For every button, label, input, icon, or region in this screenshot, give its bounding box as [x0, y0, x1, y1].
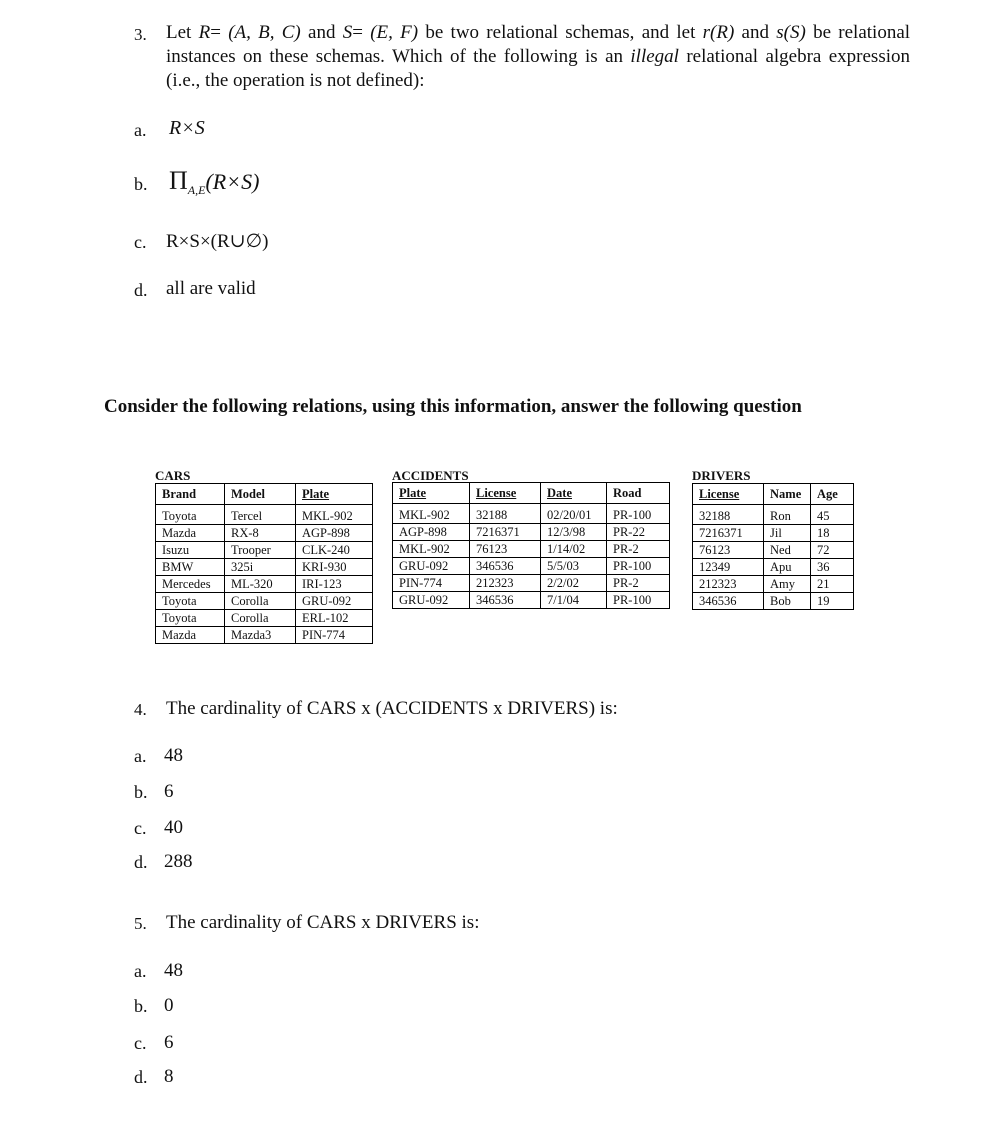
table-row	[693, 559, 854, 576]
q5-option-d-text: 8	[164, 1066, 174, 1087]
drivers-header-name: Name	[764, 484, 811, 505]
cell: Bob	[764, 593, 811, 610]
accidents-header-row	[393, 483, 670, 504]
cell: 346536	[470, 558, 541, 575]
accidents-header-license: License	[470, 483, 541, 504]
table-row	[156, 505, 373, 525]
table-row	[393, 524, 670, 541]
accidents-title: ACCIDENTS	[392, 468, 469, 483]
cell: ERL-102	[296, 610, 373, 627]
accidents-header-date: Date	[541, 483, 607, 504]
q4-option-d-letter: d.	[134, 852, 148, 872]
cell: 18	[811, 525, 854, 542]
cell: 212323	[693, 576, 764, 593]
cell: PR-100	[607, 504, 670, 524]
cell: Isuzu	[156, 542, 225, 559]
table-row	[693, 525, 854, 542]
cell: 72	[811, 542, 854, 559]
q5-option-a-letter: a.	[134, 961, 147, 981]
table-row	[693, 593, 854, 610]
cell: 76123	[693, 542, 764, 559]
accidents-table	[392, 482, 670, 609]
q3-number: 3.	[134, 25, 147, 44]
cell: CLK-240	[296, 542, 373, 559]
consider-heading: Consider the following relations, using this information, answer the following question	[104, 396, 802, 417]
cell: Ned	[764, 542, 811, 559]
accidents-header-road: Road	[607, 483, 670, 504]
cell: Trooper	[225, 542, 296, 559]
cell: Mazda3	[225, 627, 296, 644]
q4-option-c-text: 40	[164, 817, 183, 838]
q3-option-b-expr	[169, 166, 259, 196]
q5-text: The cardinality of CARS x DRIVERS is:	[166, 912, 480, 933]
cell: 32188	[470, 504, 541, 524]
cell: 1/14/02	[541, 541, 607, 558]
cell: 7/1/04	[541, 592, 607, 609]
cell: ML-320	[225, 576, 296, 593]
cell: PR-2	[607, 541, 670, 558]
q4-number: 4.	[134, 700, 147, 719]
drivers-title: DRIVERS	[692, 468, 751, 483]
cell: AGP-898	[393, 524, 470, 541]
projection-subscript: A,E	[187, 183, 206, 197]
cell: Tercel	[225, 505, 296, 525]
table-row	[693, 576, 854, 593]
q4-option-b-text: 6	[164, 781, 174, 802]
accidents-header-plate: Plate	[393, 483, 470, 504]
cars-header-row	[156, 484, 373, 505]
cell: Apu	[764, 559, 811, 576]
drivers-header-row	[693, 484, 854, 505]
q4-option-d-text: 288	[164, 851, 193, 872]
cars-title: CARS	[155, 468, 191, 483]
cell: PIN-774	[296, 627, 373, 644]
drivers-header-license: License	[693, 484, 764, 505]
drivers-table	[692, 483, 854, 610]
table-row	[393, 575, 670, 592]
cell: BMW	[156, 559, 225, 576]
q4-option-c-letter: c.	[134, 818, 147, 838]
q3-option-a-text: R×S	[169, 117, 205, 139]
cell: GRU-092	[393, 558, 470, 575]
cell: Ron	[764, 505, 811, 525]
cell: 12/3/98	[541, 524, 607, 541]
projection-symbol: Π	[169, 166, 188, 195]
q3-option-c-letter: c.	[134, 232, 147, 252]
table-row	[156, 525, 373, 542]
cell: 02/20/01	[541, 504, 607, 524]
cell: MKL-902	[393, 504, 470, 524]
cars-header-model: Model	[225, 484, 296, 505]
cell: 346536	[470, 592, 541, 609]
cell: Toyota	[156, 593, 225, 610]
q3-text: Let R= (A, B, C) and S= (E, F) be two relational schemas, and let r(R) and s(S) be relational instances on these schemas. Which of the following is an illegal relational algebra expression (i.e., the operation is not defined):	[166, 22, 911, 91]
q5-option-b-letter: b.	[134, 996, 148, 1016]
q4-text: The cardinality of CARS x (ACCIDENTS x DRIVERS) is:	[166, 698, 618, 719]
table-row	[156, 542, 373, 559]
cell: 19	[811, 593, 854, 610]
cell: Corolla	[225, 610, 296, 627]
q4-option-b-letter: b.	[134, 782, 148, 802]
cell: Corolla	[225, 593, 296, 610]
q5-number: 5.	[134, 914, 147, 933]
table-row	[393, 558, 670, 575]
cell: 21	[811, 576, 854, 593]
table-row	[693, 505, 854, 525]
table-row	[393, 592, 670, 609]
q4-option-a-text: 48	[164, 745, 183, 766]
cell: GRU-092	[296, 593, 373, 610]
table-row	[156, 559, 373, 576]
table-row	[156, 610, 373, 627]
cell: 2/2/02	[541, 575, 607, 592]
cars-header-plate: Plate	[296, 484, 373, 505]
cell: 7216371	[470, 524, 541, 541]
q5-option-c-text: 6	[164, 1032, 174, 1053]
cell: Mazda	[156, 525, 225, 542]
cell: PIN-774	[393, 575, 470, 592]
cell: PR-22	[607, 524, 670, 541]
cell: PR-2	[607, 575, 670, 592]
q5-option-b-text: 0	[164, 995, 174, 1016]
cell: KRI-930	[296, 559, 373, 576]
q3-option-b-letter: b.	[134, 174, 148, 194]
table-row	[693, 542, 854, 559]
cell: MKL-902	[393, 541, 470, 558]
q4-option-a-letter: a.	[134, 746, 147, 766]
q3-option-d-text: all are valid	[166, 278, 256, 299]
q3-option-c-text: R×S×(R∪∅)	[166, 231, 269, 252]
cell: Jil	[764, 525, 811, 542]
cell: 346536	[693, 593, 764, 610]
cell: IRI-123	[296, 576, 373, 593]
cell: 325i	[225, 559, 296, 576]
cell: Mercedes	[156, 576, 225, 593]
cell: Amy	[764, 576, 811, 593]
q3-option-b-text: (R×S)	[205, 169, 260, 194]
q5-option-a-text: 48	[164, 960, 183, 981]
cars-table	[155, 483, 373, 644]
cell: 12349	[693, 559, 764, 576]
cell: MKL-902	[296, 505, 373, 525]
cell: Mazda	[156, 627, 225, 644]
cell: AGP-898	[296, 525, 373, 542]
q5-option-c-letter: c.	[134, 1033, 147, 1053]
cars-header-brand: Brand	[156, 484, 225, 505]
cell: GRU-092	[393, 592, 470, 609]
table-row	[393, 541, 670, 558]
cell: PR-100	[607, 592, 670, 609]
q3-option-d-letter: d.	[134, 280, 148, 300]
cell: Toyota	[156, 610, 225, 627]
q5-option-d-letter: d.	[134, 1067, 148, 1087]
cell: PR-100	[607, 558, 670, 575]
table-row	[156, 627, 373, 644]
cell: 212323	[470, 575, 541, 592]
cell: RX-8	[225, 525, 296, 542]
q3-option-a-letter: a.	[134, 120, 147, 140]
drivers-header-age: Age	[811, 484, 854, 505]
cell: 36	[811, 559, 854, 576]
table-row	[156, 576, 373, 593]
table-row	[393, 504, 670, 524]
cell: 45	[811, 505, 854, 525]
cell: 76123	[470, 541, 541, 558]
cell: Toyota	[156, 505, 225, 525]
cell: 7216371	[693, 525, 764, 542]
cell: 5/5/03	[541, 558, 607, 575]
table-row	[156, 593, 373, 610]
cell: 32188	[693, 505, 764, 525]
